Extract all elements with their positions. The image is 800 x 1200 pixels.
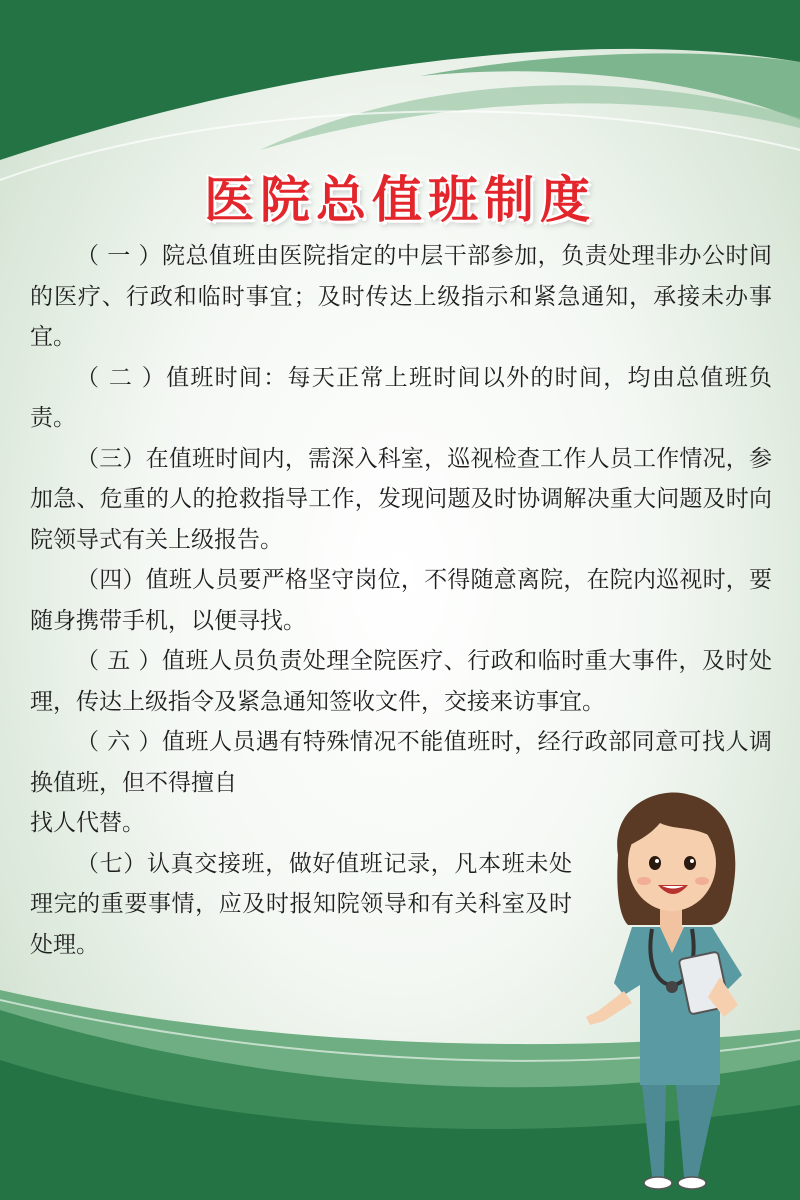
clause-6-continued: 找人代替。 [30, 810, 145, 836]
clause-7: （七）认真交接班，做好值班记录，凡本班未处理完的重要事情，应及时报知院领导和有关科室及时处理。 [30, 850, 572, 958]
nurse-illustration [580, 785, 760, 1200]
clause-3: （三）在值班时间内，需深入科室，巡视检查工作人员工作情况，参加急、危重的人的抢救指导工作，发现问题及时协调解决重大问题及时向院领导式有关上级报告。 [30, 445, 772, 553]
clause-4: （四）值班人员要严格坚守岗位，不得随意离院，在院内巡视时，要随身携带手机，以便寻找。 [30, 567, 772, 634]
clause-2: （ 二 ）值班时间：每天正常上班时间以外的时间，均由总值班负责。 [30, 364, 772, 431]
clause-5: （ 五 ）值班人员负责处理全院医疗、行政和临时重大事件，及时处理，传达上级指令及紧急通知签收文件，交接来访事宜。 [30, 648, 772, 715]
clause-1: （ 一 ）院总值班由医院指定的中层干部参加，负责处理非办公时间的医疗、行政和临时事宜；及时传达上级指示和紧急通知，承接未办事宜。 [30, 243, 772, 350]
poster-title: 医院总值班制度 [204, 171, 596, 229]
clause-6: （ 六 ）值班人员遇有特殊情况不能值班时，经行政部同意可找人调换值班，但不得擅自 [30, 729, 772, 796]
